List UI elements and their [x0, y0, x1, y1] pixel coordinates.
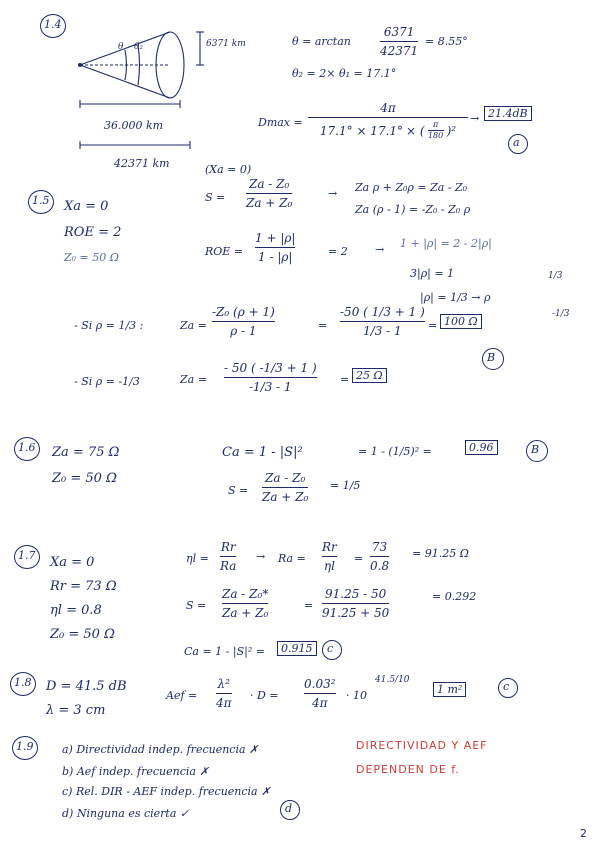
equation: = 2: [328, 245, 348, 258]
denominator-part: × (: [406, 123, 425, 138]
denominator: 0.8: [370, 559, 390, 573]
angle-label: θ₂: [134, 42, 144, 52]
given-value: Z₀ = 50 Ω: [64, 251, 119, 264]
numerator: 0.03²: [304, 677, 336, 691]
numerator: - 50 ( -1/3 + 1 ): [224, 361, 317, 375]
fraction: [255, 232, 295, 263]
denominator: Za + Z₀: [222, 606, 269, 620]
sub-denominator: 180: [427, 131, 444, 140]
given-value: ROE = 2: [64, 225, 122, 240]
formula-ca: Ca = 1 - |S|² =: [184, 645, 265, 658]
problem-number: 1.4: [44, 18, 62, 31]
equation: = 0.292: [432, 590, 477, 603]
equation: |ρ| = 1/3 → ρ: [420, 291, 491, 304]
equation: =: [340, 373, 350, 386]
equation: = 91.25 Ω: [412, 547, 469, 560]
equation: Za ρ + Z₀ρ = Za - Z₀: [355, 181, 468, 194]
given-value: Z₀ = 50 Ω: [50, 627, 115, 642]
root-negative: -1/3: [552, 309, 570, 319]
formula-theta: θ = arctan: [292, 35, 351, 48]
height-label: 6371 km: [206, 39, 246, 49]
fraction: [322, 588, 389, 619]
option-d: d) Ninguna es cierta ✓: [62, 807, 190, 820]
problem-number: 1.8: [14, 676, 32, 689]
denominator: 4π: [216, 696, 232, 710]
denominator: -1/3 - 1: [248, 380, 292, 394]
denominator: 1/3 - 1: [363, 324, 402, 338]
denominator: Za + Z₀: [262, 490, 309, 504]
given-value: Rr = 73 Ω: [50, 579, 117, 594]
fraction: [246, 178, 292, 209]
given-value: λ = 3 cm: [46, 703, 106, 718]
answer-letter: B: [531, 443, 540, 456]
formula-value: = 8.55°: [425, 35, 468, 48]
answer-letter: c: [327, 642, 334, 655]
formula-ca: Ca = 1 - |S|²: [222, 445, 303, 460]
problem-number: 1.6: [18, 441, 36, 454]
result-box: 25 Ω: [352, 368, 387, 383]
problem-number: 1.9: [16, 740, 34, 753]
equation: 3|ρ| = 1: [410, 267, 455, 280]
formula-dmax: Dmax =: [258, 116, 303, 129]
result-box: 0.915: [277, 641, 317, 656]
given-value: Z₀ = 50 Ω: [52, 471, 117, 486]
problem-number: 1.7: [18, 549, 36, 562]
fraction: [340, 306, 425, 337]
note-red: DIRECTIVIDAD Y AEF: [356, 739, 488, 752]
distance-label: 42371 km: [114, 157, 170, 170]
given-value: Xa = 0: [64, 199, 109, 214]
distance-label: 36.000 km: [104, 119, 164, 132]
denominator-part: 17.1° × 17.1°: [319, 123, 404, 138]
denominator: [320, 121, 456, 140]
equation: =: [428, 319, 438, 332]
result-box: 0.96: [465, 440, 498, 455]
case-condition: - Si ρ = -1/3: [74, 375, 140, 388]
numerator: Rr: [322, 540, 337, 554]
equation: =: [318, 319, 328, 332]
formula-s: S =: [228, 484, 249, 497]
answer-letter: a: [513, 136, 520, 149]
denominator: 1 - |ρ|: [258, 250, 293, 264]
arrow: →: [328, 187, 338, 200]
fraction: [308, 102, 468, 140]
numerator: -Z₀ (ρ + 1): [212, 305, 275, 319]
denominator-part: )²: [446, 123, 457, 138]
equation: · 10: [346, 689, 367, 702]
numerator: 1 + |ρ|: [255, 231, 296, 245]
numerator: Za - Z₀*: [222, 587, 269, 601]
given-value: Za = 75 Ω: [52, 445, 120, 460]
formula-za: Za =: [180, 373, 207, 386]
numerator: 6371: [383, 25, 415, 39]
page-number: 2: [580, 827, 587, 840]
formula-s: S =: [205, 191, 226, 204]
fraction: [220, 541, 236, 572]
formula-za: Za =: [180, 319, 207, 332]
equation: Za (ρ - 1) = -Z₀ - Z₀ ρ: [355, 203, 471, 216]
given-value: Xa = 0: [50, 555, 95, 570]
root-positive: 1/3: [548, 271, 563, 281]
exponent: 41.5/10: [375, 675, 410, 685]
result-box: 1 m²: [433, 682, 466, 697]
option-a: a) Directividad indep. frecuencia ✗: [62, 743, 259, 756]
numerator: 73: [371, 540, 388, 554]
fraction: [216, 678, 232, 709]
given-value: ηl = 0.8: [50, 603, 102, 618]
numerator: Za - Z₀: [265, 471, 306, 485]
fraction: [304, 678, 336, 709]
numerator: 4π: [380, 101, 396, 115]
formula-eta: ηl =: [186, 552, 209, 565]
numerator: -50 ( 1/3 + 1 ): [340, 305, 425, 319]
sub-numerator: π: [432, 120, 439, 129]
denominator: Za + Z₀: [246, 196, 293, 210]
answer-letter: d: [285, 802, 293, 815]
result-box: 21.4dB: [484, 106, 532, 121]
formula-roe: ROE =: [205, 245, 244, 258]
denominator: Ra: [220, 559, 237, 573]
numerator: Za - Z₀: [249, 177, 290, 191]
fraction: [370, 541, 389, 572]
given-value: D = 41.5 dB: [46, 679, 127, 694]
fraction: [380, 26, 418, 57]
denominator: ηl: [323, 559, 335, 573]
equation: =: [354, 552, 364, 565]
equation: = 1/5: [330, 479, 361, 492]
option-b: b) Aef indep. frecuencia ✗: [62, 765, 209, 778]
equation: 1 + |ρ| = 2 - 2|ρ|: [400, 237, 492, 250]
answer-letter: B: [487, 351, 496, 364]
fraction: [224, 362, 317, 393]
numerator: 91.25 - 50: [325, 587, 387, 601]
formula-aef: Aef =: [166, 689, 198, 702]
arrow: →: [470, 112, 480, 125]
option-c: c) Rel. DIR - AEF indep. frecuencia ✗: [62, 785, 271, 798]
denominator: 42371: [380, 44, 419, 58]
problem-number: 1.5: [32, 194, 50, 207]
numerator: Rr: [220, 540, 236, 554]
fraction: [322, 541, 337, 572]
answer-letter: c: [503, 680, 510, 693]
equation: · D =: [250, 689, 279, 702]
angle-label: θ: [118, 42, 124, 52]
fraction: [222, 588, 268, 619]
equation: =: [304, 599, 314, 612]
arrow: →: [256, 550, 266, 563]
formula-ra: Ra =: [278, 552, 306, 565]
arrow: →: [375, 243, 385, 256]
fraction: [212, 306, 275, 337]
formula-s: S =: [186, 599, 207, 612]
result-box: 100 Ω: [440, 314, 482, 329]
fraction: [262, 472, 308, 503]
case-condition: - Si ρ = 1/3 :: [74, 319, 144, 332]
note-red: DEPENDEN DE f.: [356, 763, 460, 776]
denominator: 4π: [312, 696, 328, 710]
denominator: 91.25 + 50: [322, 606, 390, 620]
condition: (Xa = 0): [205, 163, 252, 176]
formula-theta2: θ₂ = 2× θ₁ = 17.1°: [292, 67, 397, 80]
equation: = 1 - (1/5)² =: [358, 445, 432, 458]
numerator: λ²: [217, 677, 230, 691]
denominator: ρ - 1: [230, 324, 257, 338]
